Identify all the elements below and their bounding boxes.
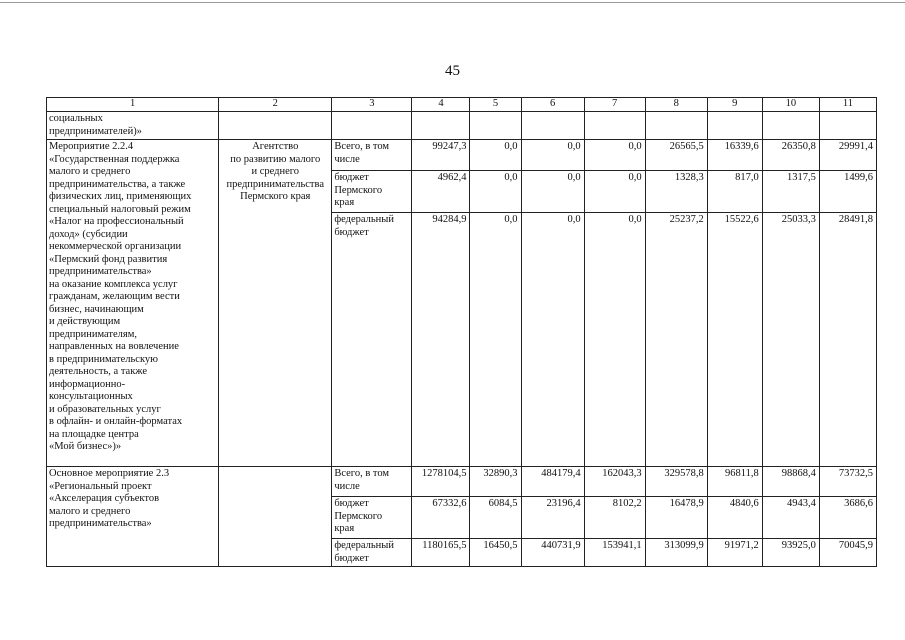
value-cell: 15522,6	[707, 213, 762, 467]
value-cell: 96811,8	[707, 467, 762, 497]
value-cell: 93925,0	[762, 539, 819, 567]
col-header: 2	[219, 98, 332, 112]
value-cell: 16450,5	[470, 539, 521, 567]
value-cell: 4943,4	[762, 497, 819, 539]
col-header: 10	[762, 98, 819, 112]
value-cell: 6084,5	[470, 497, 521, 539]
value-cell: 1317,5	[762, 171, 819, 213]
value-cell: 16478,9	[645, 497, 707, 539]
continuation-row	[47, 112, 877, 140]
funding-table	[46, 97, 877, 567]
value-cell: 1328,3	[645, 171, 707, 213]
value-cell: 0,0	[470, 213, 521, 467]
value-cell: 70045,9	[819, 539, 876, 567]
value-cell: 1180165,5	[412, 539, 470, 567]
value-cell: 28491,8	[819, 213, 876, 467]
continuation-text: социальных предпринимателей)»	[47, 112, 219, 140]
value-cell: 99247,3	[412, 140, 470, 171]
value-cell: 313099,9	[645, 539, 707, 567]
value-cell: 0,0	[584, 171, 645, 213]
value-cell: 0,0	[521, 140, 584, 171]
value-cell: 0,0	[584, 140, 645, 171]
value-cell: 440731,9	[521, 539, 584, 567]
value-cell: 484179,4	[521, 467, 584, 497]
value-cell: 29991,4	[819, 140, 876, 171]
value-cell: 3686,6	[819, 497, 876, 539]
value-cell: 0,0	[521, 171, 584, 213]
value-cell: 817,0	[707, 171, 762, 213]
value-cell: 25033,3	[762, 213, 819, 467]
measure-title: Мероприятие 2.2.4 «Государственная поддержка малого и среднего предпринимательства, а также физических лиц, применяющих специальный налоговый режим «Налог на профессиональный доход» (субсидии некоммерческой организации «Пермский фонд развития предпринимательства» на оказание комплекса услуг гражданам, желающим вести бизнес, начинающим и действующим предпринимателям, направленных на вовлечение в предпринимательскую деятельность, а также информационно- консультационных и образовательных услуг в офлайн- и онлайн-форматах на площадке центра «Мой бизнес»)»	[47, 140, 219, 467]
value-cell: 162043,3	[584, 467, 645, 497]
value-cell: 73732,5	[819, 467, 876, 497]
value-cell: 1499,6	[819, 171, 876, 213]
funding-source: Всего, в том числе	[332, 467, 412, 497]
value-cell: 0,0	[521, 213, 584, 467]
value-cell: 153941,1	[584, 539, 645, 567]
table-row	[47, 140, 877, 171]
col-header: 7	[584, 98, 645, 112]
value-cell: 25237,2	[645, 213, 707, 467]
value-cell: 98868,4	[762, 467, 819, 497]
table-row	[47, 467, 877, 497]
measure-title: Основное мероприятие 2.3 «Региональный проект «Акселерация субъектов малого и среднего предпринимательства»	[47, 467, 219, 567]
col-header: 11	[819, 98, 876, 112]
funding-source: федеральный бюджет	[332, 213, 412, 467]
col-header: 6	[521, 98, 584, 112]
col-header: 5	[470, 98, 521, 112]
value-cell: 4840,6	[707, 497, 762, 539]
value-cell: 67332,6	[412, 497, 470, 539]
value-cell: 4962,4	[412, 171, 470, 213]
scan-edge-line	[0, 2, 905, 3]
funding-source: бюджет Пермского края	[332, 171, 412, 213]
value-cell: 94284,9	[412, 213, 470, 467]
executor-name	[219, 467, 332, 567]
value-cell: 8102,2	[584, 497, 645, 539]
executor-name: Агентство по развитию малого и среднего предпринимательства Пермского края	[219, 140, 332, 467]
page-number: 45	[445, 63, 460, 79]
value-cell: 26565,5	[645, 140, 707, 171]
col-header: 4	[412, 98, 470, 112]
value-cell: 1278104,5	[412, 467, 470, 497]
value-cell: 91971,2	[707, 539, 762, 567]
funding-source: бюджет Пермского края	[332, 497, 412, 539]
value-cell: 0,0	[470, 140, 521, 171]
funding-source: Всего, в том числе	[332, 140, 412, 171]
col-header: 9	[707, 98, 762, 112]
value-cell: 329578,8	[645, 467, 707, 497]
value-cell: 0,0	[470, 171, 521, 213]
funding-source: федеральный бюджет	[332, 539, 412, 567]
value-cell: 26350,8	[762, 140, 819, 171]
value-cell: 0,0	[584, 213, 645, 467]
col-header: 3	[332, 98, 412, 112]
value-cell: 32890,3	[470, 467, 521, 497]
header-row	[47, 98, 877, 112]
value-cell: 23196,4	[521, 497, 584, 539]
col-header: 8	[645, 98, 707, 112]
value-cell: 16339,6	[707, 140, 762, 171]
col-header: 1	[47, 98, 219, 112]
